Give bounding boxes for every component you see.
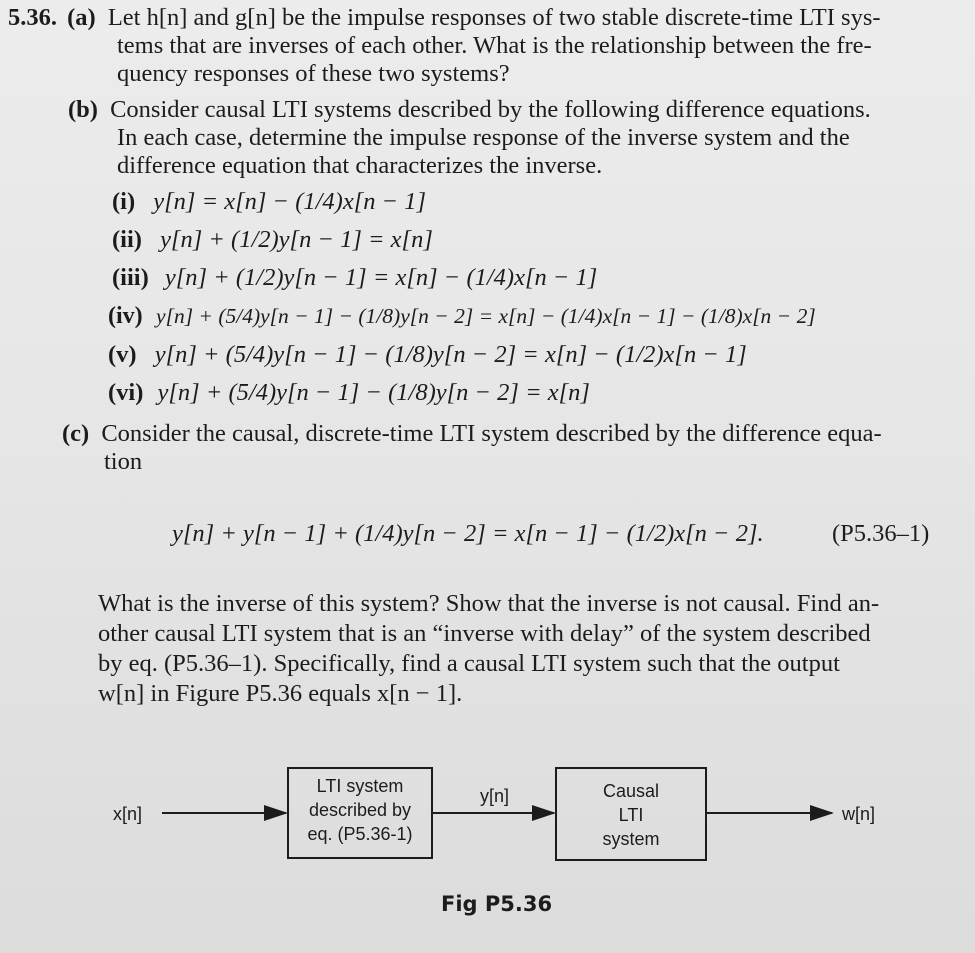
part-a-text-1: Let h[n] and g[n] be the impulse responses of two stable discrete-time LTI sys- <box>107 4 881 31</box>
block1-line-3: eq. (P5.36-1) <box>307 824 413 844</box>
figure-caption: Fig P5.36 <box>441 892 553 916</box>
block2-line-2: LTI <box>618 805 644 825</box>
part-b-text-3: difference equation that characterizes the inverse. <box>117 152 603 179</box>
equation-item-ii: (ii) y[n] + (1/2)y[n − 1] = x[n] <box>112 226 433 253</box>
equation-item-iv: (iv) y[n] + (5/4)y[n − 1] − (1/8)y[n − 2] = x[n] − (1/4)x[n − 1] − (1/8)x[n − 2] <box>108 303 816 329</box>
part-a-text-2: tems that are inverses of each other. What is the relationship between the fre- <box>117 32 872 59</box>
equation-vi: y[n] + (5/4)y[n − 1] − (1/8)y[n − 2] = x[n] <box>157 379 590 406</box>
equation-item-i: (i) y[n] = x[n] − (1/4)x[n − 1] <box>112 188 427 215</box>
equation-ii: y[n] + (1/2)y[n − 1] = x[n] <box>160 226 433 253</box>
part-c-text-2: tion <box>104 448 143 475</box>
block1-line-1: LTI system <box>316 776 404 796</box>
equation-item-v: (v) y[n] + (5/4)y[n − 1] − (1/8)y[n − 2] = x[n] − (1/2)x[n − 1] <box>108 341 747 368</box>
part-a-text-3: quency responses of these two systems? <box>117 60 510 87</box>
block1-line-2: described by <box>308 800 412 820</box>
part-c-after-1: What is the inverse of this system? Show that the inverse is not causal. Find an- <box>98 590 880 617</box>
part-c-after-4: w[n] in Figure P5.36 equals x[n − 1]. <box>98 680 463 707</box>
part-c-text-1: Consider the causal, discrete-time LTI system described by the difference equa- <box>101 420 882 447</box>
part-c-after-2: other causal LTI system that is an “inverse with delay” of the system described <box>98 620 871 647</box>
equation-v: y[n] + (5/4)y[n − 1] − (1/8)y[n − 2] = x[n] − (1/2)x[n − 1] <box>154 341 747 368</box>
equation-iii: y[n] + (1/2)y[n − 1] = x[n] − (1/4)x[n − 1] <box>164 264 598 291</box>
middle-label: y[n] <box>480 786 510 806</box>
equation-tag: (P5.36–1) <box>832 520 930 547</box>
block2-line-3: system <box>602 829 660 849</box>
part-b-label: (b) <box>68 96 98 123</box>
output-label: w[n] <box>842 804 876 824</box>
part-c-label: (c) <box>62 420 90 447</box>
part-b-text-2: In each case, determine the impulse response of the inverse system and the <box>117 124 850 151</box>
equation-item-vi: (vi) y[n] + (5/4)y[n − 1] − (1/8)y[n − 2] = x[n] <box>108 379 590 406</box>
input-label: x[n] <box>113 804 143 824</box>
equation-iv: y[n] + (5/4)y[n − 1] − (1/8)y[n − 2] = x[n] − (1/4)x[n − 1] − (1/8)x[n − 2] <box>156 304 816 328</box>
part-b-text-1: Consider causal LTI systems described by the following difference equations. <box>110 96 871 123</box>
equation-item-iii: (iii) y[n] + (1/2)y[n − 1] = x[n] − (1/4)x[n − 1] <box>112 264 598 291</box>
display-equation: y[n] + y[n − 1] + (1/4)y[n − 2] = x[n − 1] − (1/2)x[n − 2]. <box>172 520 764 547</box>
part-c-after-3: by eq. (P5.36–1). Specifically, find a causal LTI system such that the output <box>98 650 840 677</box>
equation-i: y[n] = x[n] − (1/4)x[n − 1] <box>153 188 427 215</box>
part-a-label: (a) <box>67 4 96 31</box>
block2-line-1: Causal <box>602 781 660 801</box>
problem-number: 5.36. <box>8 4 57 31</box>
